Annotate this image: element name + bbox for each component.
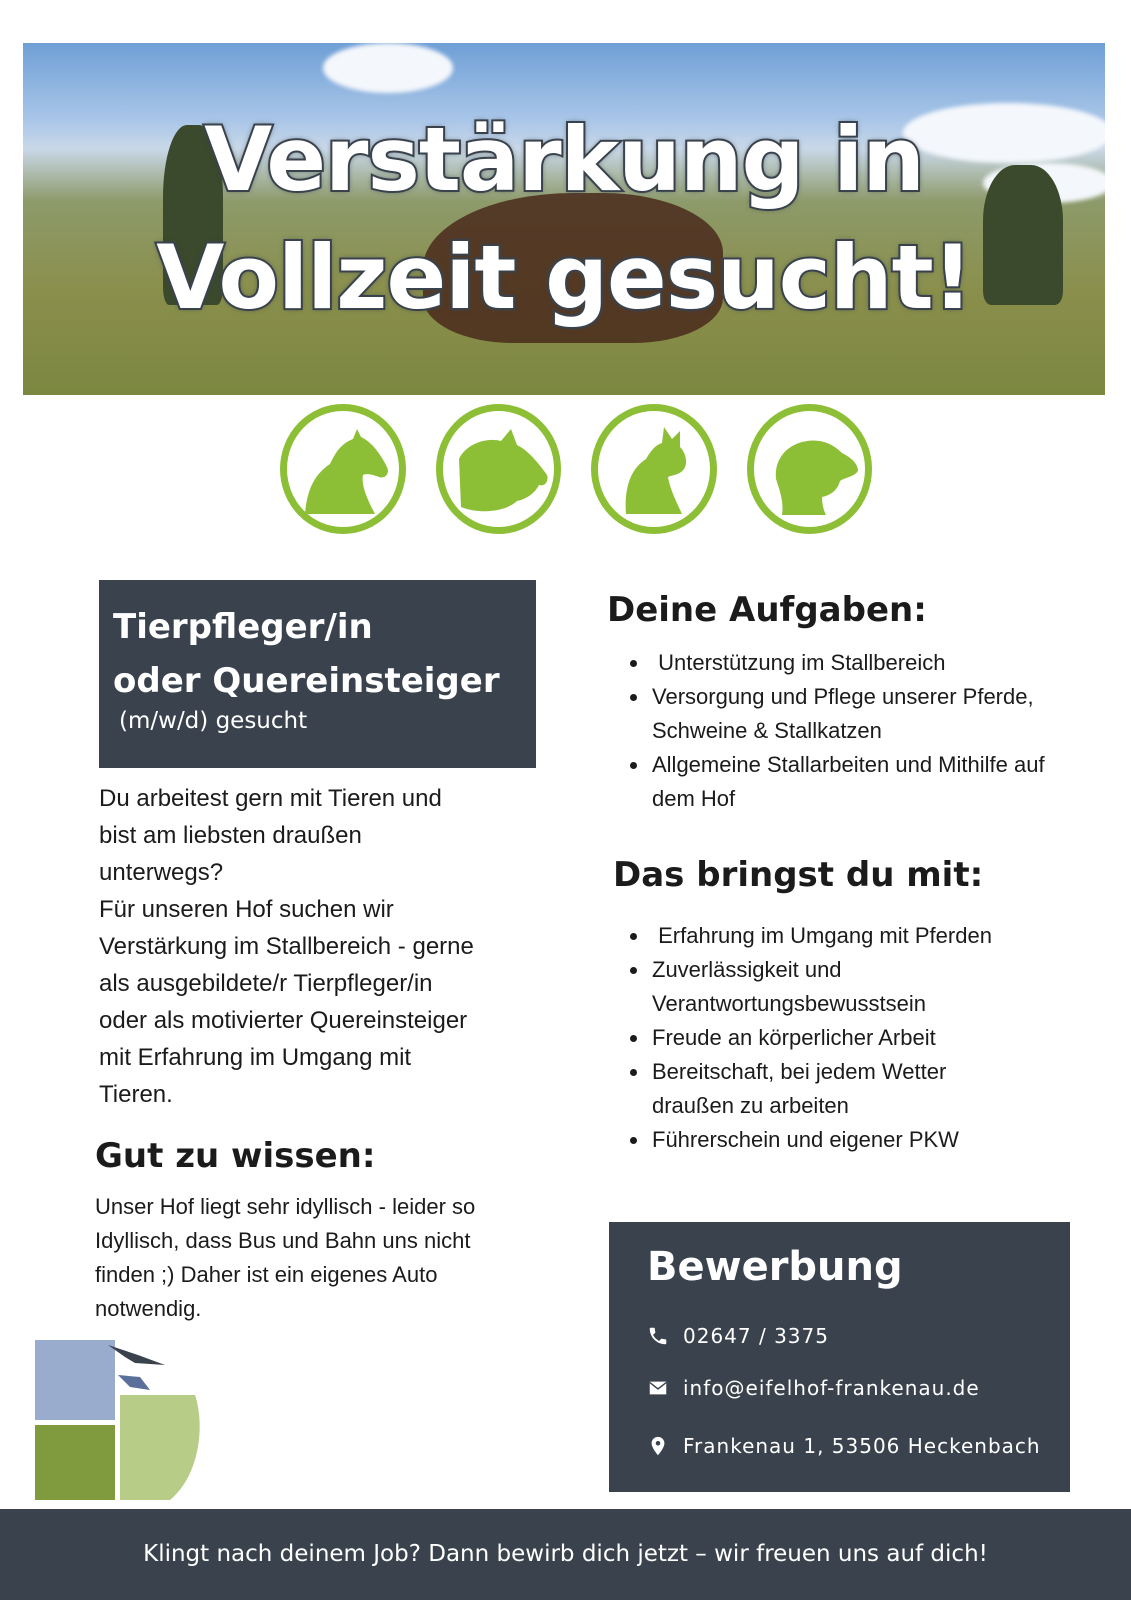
title-line-2: Vollzeit gesucht! xyxy=(156,226,972,329)
phone-number: 02647 / 3375 xyxy=(683,1324,829,1348)
cat-icon xyxy=(591,404,717,534)
job-subtitle: (m/w/d) gesucht xyxy=(119,708,308,734)
intro-line: Du arbeitest gern mit Tieren und xyxy=(99,785,442,812)
horse-icon xyxy=(280,404,406,534)
gut-line: Unser Hof liegt sehr idyllisch - leider so xyxy=(95,1194,476,1219)
list-item: • Erfahrung im Umgang mit Pferden xyxy=(650,919,1090,953)
bewerbung-heading: Bewerbung xyxy=(647,1244,903,1290)
intro-line: oder als motivierter Quereinsteiger xyxy=(99,1007,468,1034)
job-title-line-1: Tierpfleger/in xyxy=(113,607,373,647)
job-title-box xyxy=(99,580,536,768)
gut-line: notwendig. xyxy=(95,1296,202,1321)
intro-line: mit Erfahrung im Umgang mit xyxy=(99,1044,412,1071)
bewerbung-box xyxy=(609,1222,1070,1492)
postal-address: Frankenau 1, 53506 Heckenbach xyxy=(683,1434,1041,1458)
list-item: • Freude an körperlicher Arbeit xyxy=(650,1021,1090,1055)
aufgaben-list xyxy=(610,646,1070,816)
gut-zu-wissen-text xyxy=(95,1190,535,1326)
list-item: • Führerschein und eigener PKW xyxy=(650,1123,1090,1157)
intro-line: unterwegs? xyxy=(99,859,224,886)
list-item: • Bereitschaft, bei jedem Wetter draußen zu arbeiten xyxy=(650,1055,992,1123)
address-row xyxy=(647,1434,1041,1458)
bringst-list xyxy=(610,919,1090,1157)
intro-line: Verstärkung im Stallbereich - gerne xyxy=(99,933,474,960)
pig-icon xyxy=(436,404,562,534)
gut-line: Idyllisch, dass Bus und Bahn uns nicht xyxy=(95,1228,471,1253)
phone-icon xyxy=(647,1325,669,1347)
title-line-1: Verstärkung in xyxy=(204,108,924,211)
hero-image xyxy=(23,43,1105,395)
animal-icon-row xyxy=(280,404,872,532)
aufgaben-heading: Deine Aufgaben: xyxy=(607,590,927,630)
email-address: info@eifelhof-frankenau.de xyxy=(683,1376,980,1400)
gut-zu-wissen-heading: Gut zu wissen: xyxy=(95,1136,376,1176)
phone-row[interactable] xyxy=(647,1324,829,1348)
intro-line: als ausgebildete/r Tierpfleger/in xyxy=(99,970,433,997)
page-title xyxy=(23,101,1105,337)
intro-line: Tieren. xyxy=(99,1081,173,1108)
list-item: • Unterstützung im Stallbereich xyxy=(650,646,1070,680)
email-row[interactable] xyxy=(647,1376,980,1400)
list-item: • Zuverlässigkeit und Verantwortungsbewusstsein xyxy=(650,953,912,1021)
intro-line: Für unseren Hof suchen wir xyxy=(99,896,394,923)
bringst-heading: Das bringst du mit: xyxy=(613,855,984,895)
intro-text xyxy=(99,780,539,1113)
farm-logo xyxy=(30,1335,205,1505)
intro-line: bist am liebsten draußen xyxy=(99,822,362,849)
location-pin-icon xyxy=(647,1435,669,1457)
job-title-line-2: oder Quereinsteiger xyxy=(113,661,500,701)
footer-banner: Klingt nach deinem Job? Dann bewirb dich jetzt – wir freuen uns auf dich! xyxy=(0,1509,1131,1600)
dog-icon xyxy=(747,404,873,534)
envelope-icon xyxy=(647,1377,669,1399)
list-item: • Allgemeine Stallarbeiten und Mithilfe auf dem Hof xyxy=(650,748,1070,816)
job-title xyxy=(113,600,500,708)
list-item: • Versorgung und Pflege unserer Pferde, Schweine & Stallkatzen xyxy=(650,680,1070,748)
gut-line: finden ;) Daher ist ein eigenes Auto xyxy=(95,1262,438,1287)
